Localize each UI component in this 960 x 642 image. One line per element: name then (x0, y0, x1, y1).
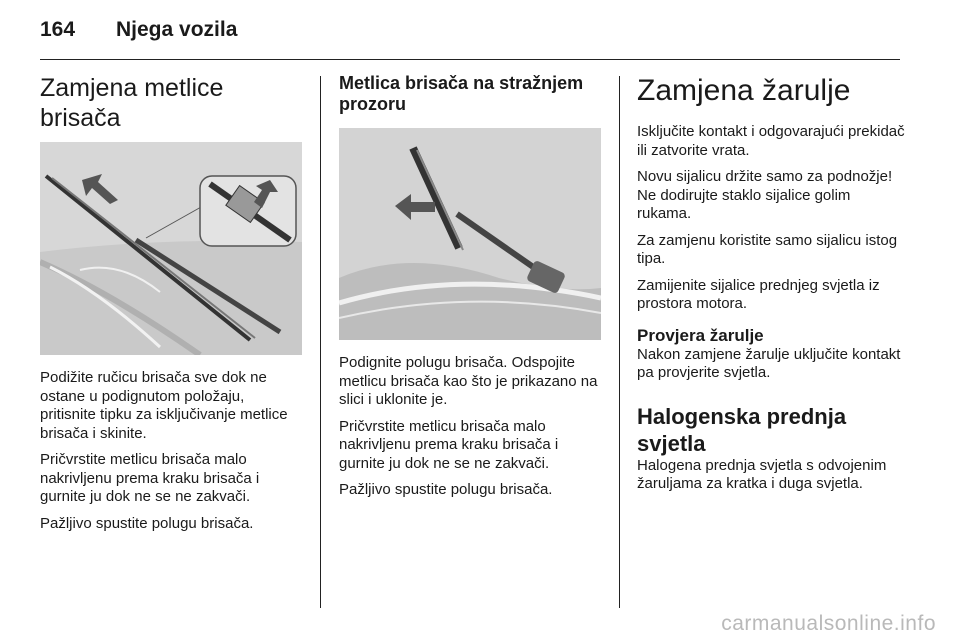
column-divider-2 (619, 76, 620, 608)
left-paragraph-3: Pažljivo spustite polugu brisača. (40, 514, 254, 532)
middle-paragraph-3: Pažljivo spustite polugu brisača. (339, 481, 553, 498)
header-rule (40, 59, 900, 60)
bulb-check-heading: Provjera žarulje (637, 325, 764, 345)
watermark: carmanualsonline.info (721, 612, 936, 635)
rear-wiper-heading: Metlica brisača na stražnjem prozoru (339, 73, 584, 114)
windscreen-wiper-blade-removal-illustration (40, 142, 302, 355)
right-paragraph-2: Novu sijalicu držite samo za podnožje! Ne dodirujte staklo sijalice golim rukama. (637, 168, 893, 222)
right-column (637, 73, 907, 502)
right-paragraph-3: Za zamjenu koristite samo sijalicu istog tipa. (637, 231, 898, 267)
bulb-check-text: Nakon zamjene žarulje uključite kontakt pa provjerite svjetla. (637, 345, 901, 381)
section-title: Njega vozila (116, 18, 238, 41)
left-paragraph-2: Pričvrstite metlicu brisača malo nakrivljenu prema kraku brisača i gurnite ju dok ne se ne zakvači. (40, 451, 260, 505)
page-header (40, 18, 237, 42)
wiper-blade-heading: Zamjena metlice brisača (40, 74, 224, 132)
middle-paragraph-1: Podignite polugu brisača. Odspojite metlicu brisača kao što je prikazano na slici i uklonite je. (339, 354, 598, 408)
bulb-replacement-heading: Zamjena žarulje (637, 74, 851, 107)
wiper-blade-figure (40, 142, 302, 355)
halogen-headlights-heading: Halogenska prednja svjetla (637, 403, 847, 456)
column-divider-1 (320, 76, 321, 608)
left-paragraph-1: Podižite ručicu brisača sve dok ne ostane u podignutom položaju, pritisnite tipku za isključivanje metlice brisača i skinite. (40, 369, 288, 442)
rear-wiper-figure (339, 128, 601, 340)
page-number: 164 (40, 18, 76, 41)
middle-paragraph-2: Pričvrstite metlicu brisača malo nakrivljenu prema kraku brisača i gurnite ju dok ne se ne zakvači. (339, 417, 559, 472)
rear-window-wiper-blade-removal-illustration (339, 128, 601, 340)
left-column (40, 73, 302, 541)
right-paragraph-4: Zamijenite sijalice prednjeg svjetla iz prostora motora. (637, 276, 880, 312)
right-paragraph-1: Isključite kontakt i odgovarajući prekidač ili zatvorite vrata. (637, 123, 905, 159)
halogen-headlights-text: Halogena prednja svjetla s odvojenim žaruljama za kratka i duga svjetla. (637, 456, 887, 492)
middle-column (339, 73, 601, 508)
